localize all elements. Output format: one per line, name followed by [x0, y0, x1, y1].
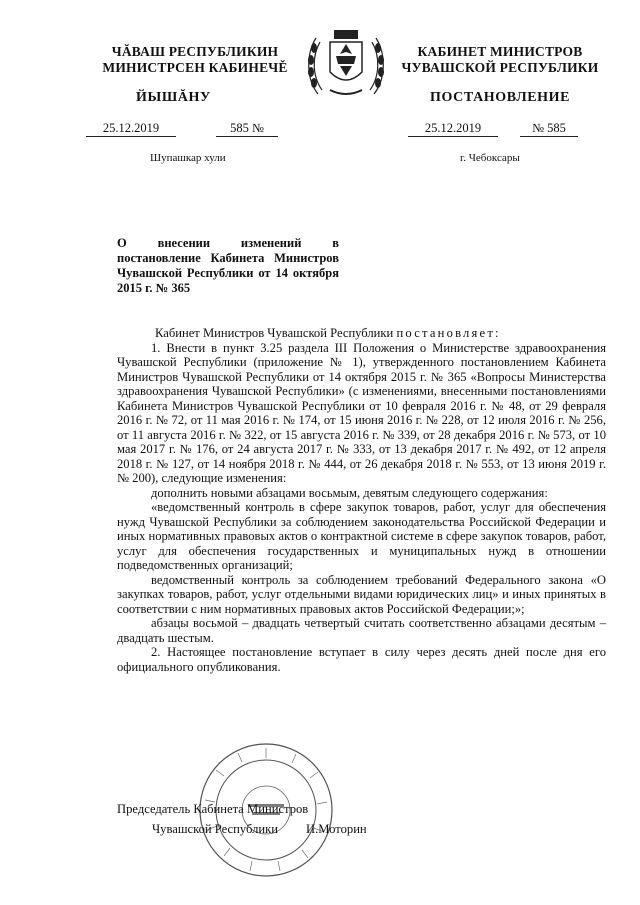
document-subject: О внесении изменений в постановление Кабинета Министров Чувашской Республики от 14 октября 2015 г. № 365 — [117, 236, 339, 295]
body-intro — [117, 326, 606, 341]
body-paragraph-3: «ведомственный контроль в сфере закупок товаров, работ, услуг для обеспечения нужд Чувашской Республики за соблюдением законодательства Российской Федерации и иных нормативных правовых актов о контрактной системе в сфере закупок товаров, работ, услуг для обеспечения государственных и муниципальных нужд в отношении подведомственных организаций; — [117, 500, 606, 572]
header-left-line2: МИНИСТРСЕН КАБИНЕЧĚ — [102, 60, 288, 75]
right-city: г. Чебоксары — [460, 152, 520, 164]
document-body — [117, 326, 606, 674]
right-number: № 585 — [520, 121, 578, 137]
doctype-right: ПОСТАНОВЛЕНИЕ — [430, 90, 571, 105]
signature-position-line2: Чувашской Республики — [152, 822, 278, 836]
body-intro-pre: Кабинет Министров Чувашской Республики — [155, 326, 394, 340]
left-city: Шупашкар хули — [150, 152, 226, 164]
body-paragraph-1: 1. Внести в пункт 3.25 раздела III Положения о Министерстве здравоохранения Чувашской Республики (приложение № 1), утвержденного постановлением Кабинета Министров Чувашской Республики от 14 октября 2015 г. № 365 «Вопросы Министерства здравоохранения Чувашской Республики» (с изменениями, внесенными постановлениями Кабинета Министров Чувашской Республики от 10 февраля 2016 г. № 48, от 29 февраля 2016 г. № 72, от 11 мая 2016 г. № 174, от 15 июня 2016 г. № 228, от 12 июля 2016 г. № 256, от 11 августа 2016 г. № 322, от 15 августа 2016 г. № 339, от 28 декабря 2016 г. № 573, от 10 мая 2017 г. № 176, от 24 августа 2017 г. № 333, от 13 декабря 2017 г. № 492, от 12 апреля 2018 г. № 127, от 14 ноября 2018 г. № 444, от 26 декабря 2018 г. № 553, от 13 июня 2019 г. № 200), следующие изменения: — [117, 340, 606, 485]
left-date: 25.12.2019 — [86, 121, 176, 137]
right-date: 25.12.2019 — [408, 121, 498, 137]
right-number-field — [520, 121, 578, 137]
left-date-field — [86, 121, 176, 137]
header-left-org — [80, 44, 310, 76]
body-paragraph-2: дополнить новыми абзацами восьмым, девятым следующего содержания: — [151, 485, 548, 500]
header-left-line1: ЧĂВАШ РЕСПУБЛИКИН — [111, 44, 279, 59]
left-number-field — [216, 121, 278, 137]
header-right-line2: ЧУВАШСКОЙ РЕСПУБЛИКИ — [401, 60, 599, 75]
right-date-field — [408, 121, 498, 137]
doctype-left: ЙЫШĂНУ — [136, 90, 211, 105]
chuvash-coat-of-arms-icon — [300, 24, 392, 106]
body-paragraph-4: ведомственный контроль за соблюдением требований Федерального закона «О закупках товаров, работ, услуг отдельными видами юридических лиц» и иных принятых в соответствии с ним нормативных правовых актов Российской Федерации;»; — [117, 572, 606, 616]
body-intro-verb: постановляет: — [396, 326, 501, 340]
signature-name: И.Моторин — [306, 822, 367, 836]
signature-position-line1: Председатель Кабинета Министров — [117, 802, 309, 816]
header-right-org — [395, 44, 605, 76]
body-paragraph-6: 2. Настоящее постановление вступает в силу через десять дней после дня его официального опубликования. — [117, 645, 606, 674]
header-right-line1: КАБИНЕТ МИНИСТРОВ — [417, 44, 583, 59]
left-number: 585 № — [216, 121, 278, 137]
body-paragraph-5: абзацы восьмой – двадцать четвертый считать соответственно абзацами десятым – двадцать шестым. — [117, 616, 606, 645]
